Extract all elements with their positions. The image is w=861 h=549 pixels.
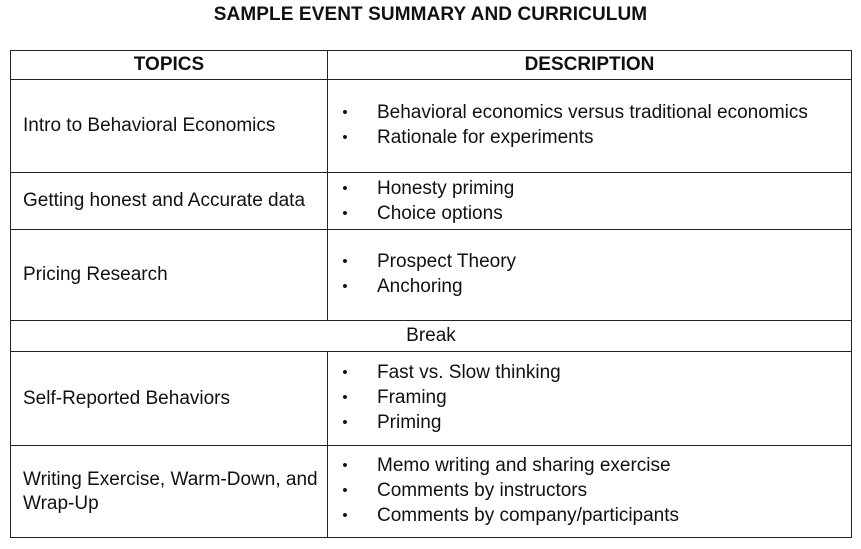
description-cell (328, 446, 852, 538)
break-row (11, 321, 852, 352)
bullet-icon: • (342, 482, 348, 499)
list-item-text: Framing (377, 387, 447, 408)
description-list (328, 249, 851, 299)
bullet-icon: • (342, 389, 348, 406)
list-item-text: Prospect Theory (377, 251, 517, 272)
list-item (328, 125, 851, 150)
topic-cell: Getting honest and Accurate data (11, 173, 328, 230)
document-title: SAMPLE EVENT SUMMARY AND CURRICULUM (213, 4, 648, 25)
column-header-description: DESCRIPTION (328, 51, 852, 80)
topic-cell: Writing Exercise, Warm-Down, and Wrap-Up (11, 446, 328, 538)
list-item (328, 503, 851, 528)
list-item-text: Rationale for experiments (377, 127, 594, 148)
table-row (11, 80, 852, 173)
list-item-text: Honesty priming (377, 178, 515, 199)
list-item (328, 385, 851, 410)
list-item-text: Anchoring (377, 276, 463, 297)
bullet-icon: • (342, 364, 348, 381)
bullet-icon: • (342, 278, 348, 295)
table-row (11, 352, 852, 446)
bullet-icon: • (342, 205, 348, 222)
list-item-text: Memo writing and sharing exercise (377, 455, 671, 476)
description-cell (328, 352, 852, 446)
bullet-icon: • (342, 180, 348, 197)
description-list (328, 100, 851, 150)
list-item (328, 176, 851, 201)
list-item (328, 249, 851, 274)
table-row (11, 446, 852, 538)
table-row (11, 173, 852, 230)
list-item (328, 274, 851, 299)
description-list (328, 453, 851, 528)
list-item (328, 410, 851, 435)
bullet-icon: • (342, 253, 348, 270)
description-list (328, 360, 851, 435)
description-cell (328, 173, 852, 230)
bullet-icon: • (342, 129, 348, 146)
list-item-text: Behavioral economics versus traditional economics (377, 102, 808, 123)
table-header-row (11, 51, 852, 80)
topic-cell: Pricing Research (11, 230, 328, 321)
column-header-topics: TOPICS (11, 51, 328, 80)
list-item (328, 478, 851, 503)
list-item-text: Comments by company/participants (377, 505, 680, 526)
break-cell: Break (11, 321, 852, 352)
list-item-text: Choice options (377, 203, 503, 224)
bullet-icon: • (342, 507, 348, 524)
list-item-text: Fast vs. Slow thinking (377, 362, 561, 383)
list-item (328, 201, 851, 226)
list-item (328, 453, 851, 478)
topic-cell: Intro to Behavioral Economics (11, 80, 328, 173)
list-item (328, 100, 851, 125)
table-row (11, 230, 852, 321)
list-item-text: Priming (377, 412, 442, 433)
topic-cell: Self-Reported Behaviors (11, 352, 328, 446)
description-cell (328, 80, 852, 173)
list-item-text: Comments by instructors (377, 480, 588, 501)
description-cell (328, 230, 852, 321)
curriculum-table (10, 50, 852, 538)
description-list (328, 176, 851, 226)
bullet-icon: • (342, 104, 348, 121)
bullet-icon: • (342, 414, 348, 431)
bullet-icon: • (342, 457, 348, 474)
list-item (328, 360, 851, 385)
